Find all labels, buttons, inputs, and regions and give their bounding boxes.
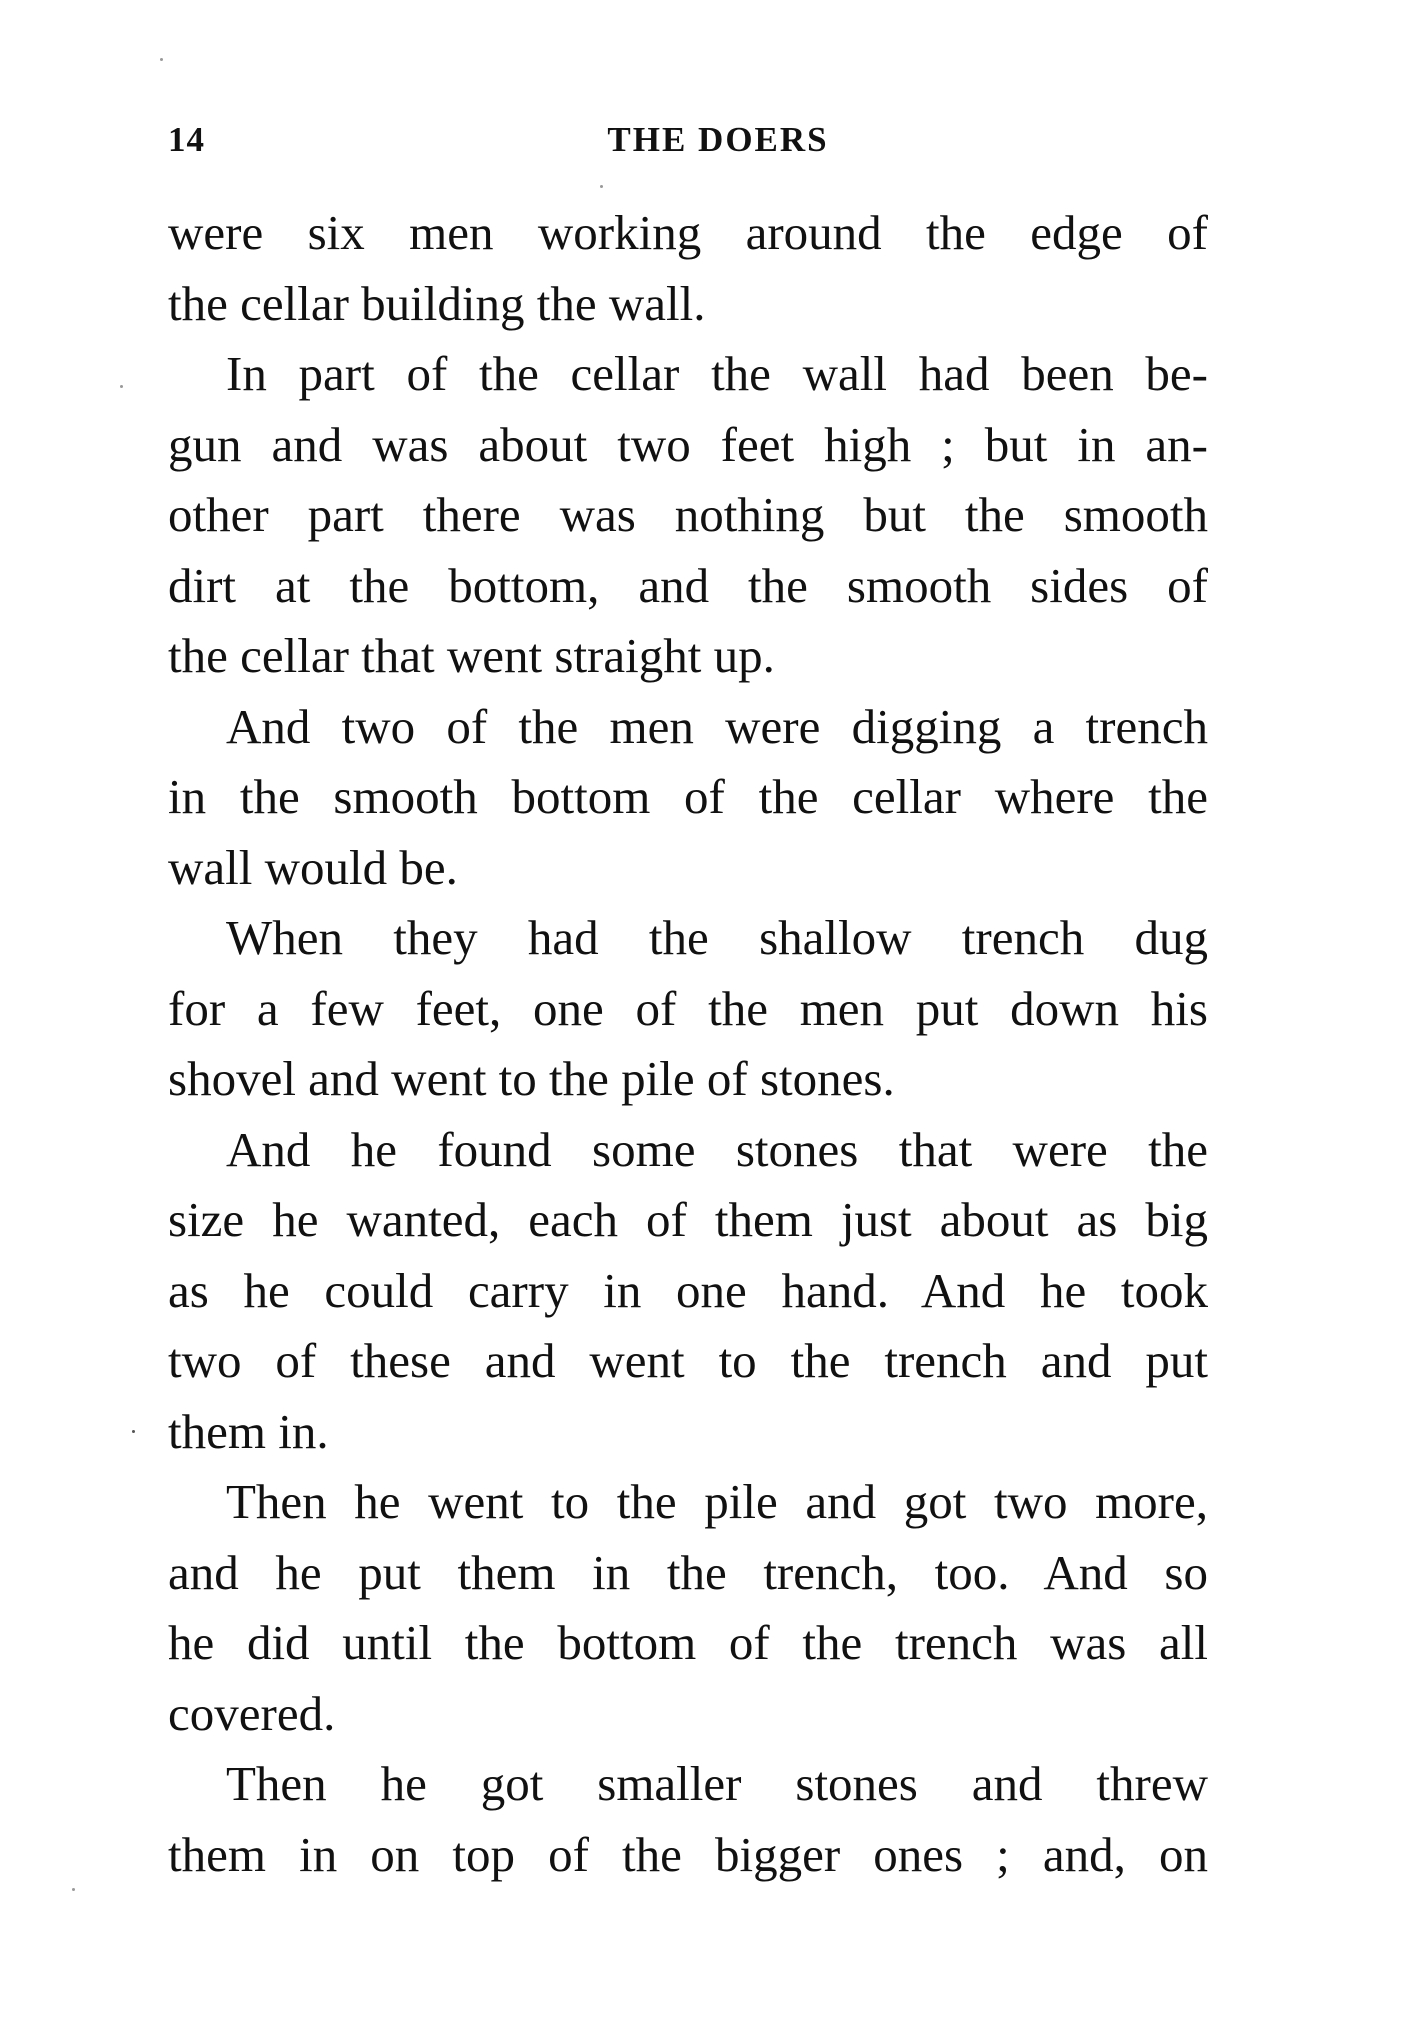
paragraph bbox=[168, 1467, 1208, 1749]
paragraph bbox=[168, 198, 1208, 339]
text-line: two of these and went to the trench and put bbox=[168, 1333, 1208, 1388]
paragraph bbox=[168, 1749, 1208, 1890]
text-line: Then he went to the pile and got two more, bbox=[226, 1474, 1208, 1529]
text-line: Then he got smaller stones and threw bbox=[226, 1756, 1208, 1811]
text-line: and he put them in the trench, too. And so bbox=[168, 1544, 1208, 1600]
text-line: And two of the men were digging a trench bbox=[226, 698, 1208, 754]
text-line: were six men working around the edge of bbox=[168, 205, 1208, 260]
text-line: In part of the cellar the wall had been be- bbox=[226, 346, 1208, 401]
text-line: wall would be. bbox=[168, 839, 458, 895]
body-text bbox=[168, 198, 1208, 1890]
text-line: the cellar building the wall. bbox=[168, 275, 706, 331]
text-line: covered. bbox=[168, 1685, 336, 1741]
text-line: for a few feet, one of the men put down his bbox=[168, 980, 1208, 1036]
paper-speck bbox=[132, 1430, 135, 1433]
running-head bbox=[168, 120, 1208, 170]
paragraph bbox=[168, 903, 1208, 1115]
paper-speck bbox=[600, 185, 603, 188]
page-number: 14 bbox=[168, 120, 205, 159]
paragraph bbox=[168, 692, 1208, 904]
text-line: gun and was about two feet high ; but in an- bbox=[168, 416, 1208, 472]
text-line: And he found some stones that were the bbox=[226, 1121, 1208, 1177]
text-line: shovel and went to the pile of stones. bbox=[168, 1051, 895, 1106]
text-line: the cellar that went straight up. bbox=[168, 628, 775, 683]
text-line: When they had the shallow trench dug bbox=[226, 910, 1208, 965]
text-line: in the smooth bottom of the cellar where the bbox=[168, 769, 1208, 824]
text-line: them in. bbox=[168, 1403, 329, 1459]
text-line: he did until the bottom of the trench was all bbox=[168, 1615, 1208, 1670]
text-line: dirt at the bottom, and the smooth sides of bbox=[168, 557, 1208, 613]
paper-speck bbox=[72, 1888, 75, 1891]
paper-speck bbox=[120, 385, 123, 388]
text-line: as he could carry in one hand. And he took bbox=[168, 1262, 1208, 1318]
text-line: other part there was nothing but the smooth bbox=[168, 487, 1208, 542]
text-line: them in on top of the bigger ones ; and, on bbox=[168, 1826, 1208, 1882]
paper-speck bbox=[160, 58, 163, 61]
paragraph bbox=[168, 339, 1208, 692]
running-title: THE DOERS bbox=[607, 120, 829, 159]
paragraph bbox=[168, 1115, 1208, 1468]
text-line: size he wanted, each of them just about as big bbox=[168, 1192, 1208, 1247]
